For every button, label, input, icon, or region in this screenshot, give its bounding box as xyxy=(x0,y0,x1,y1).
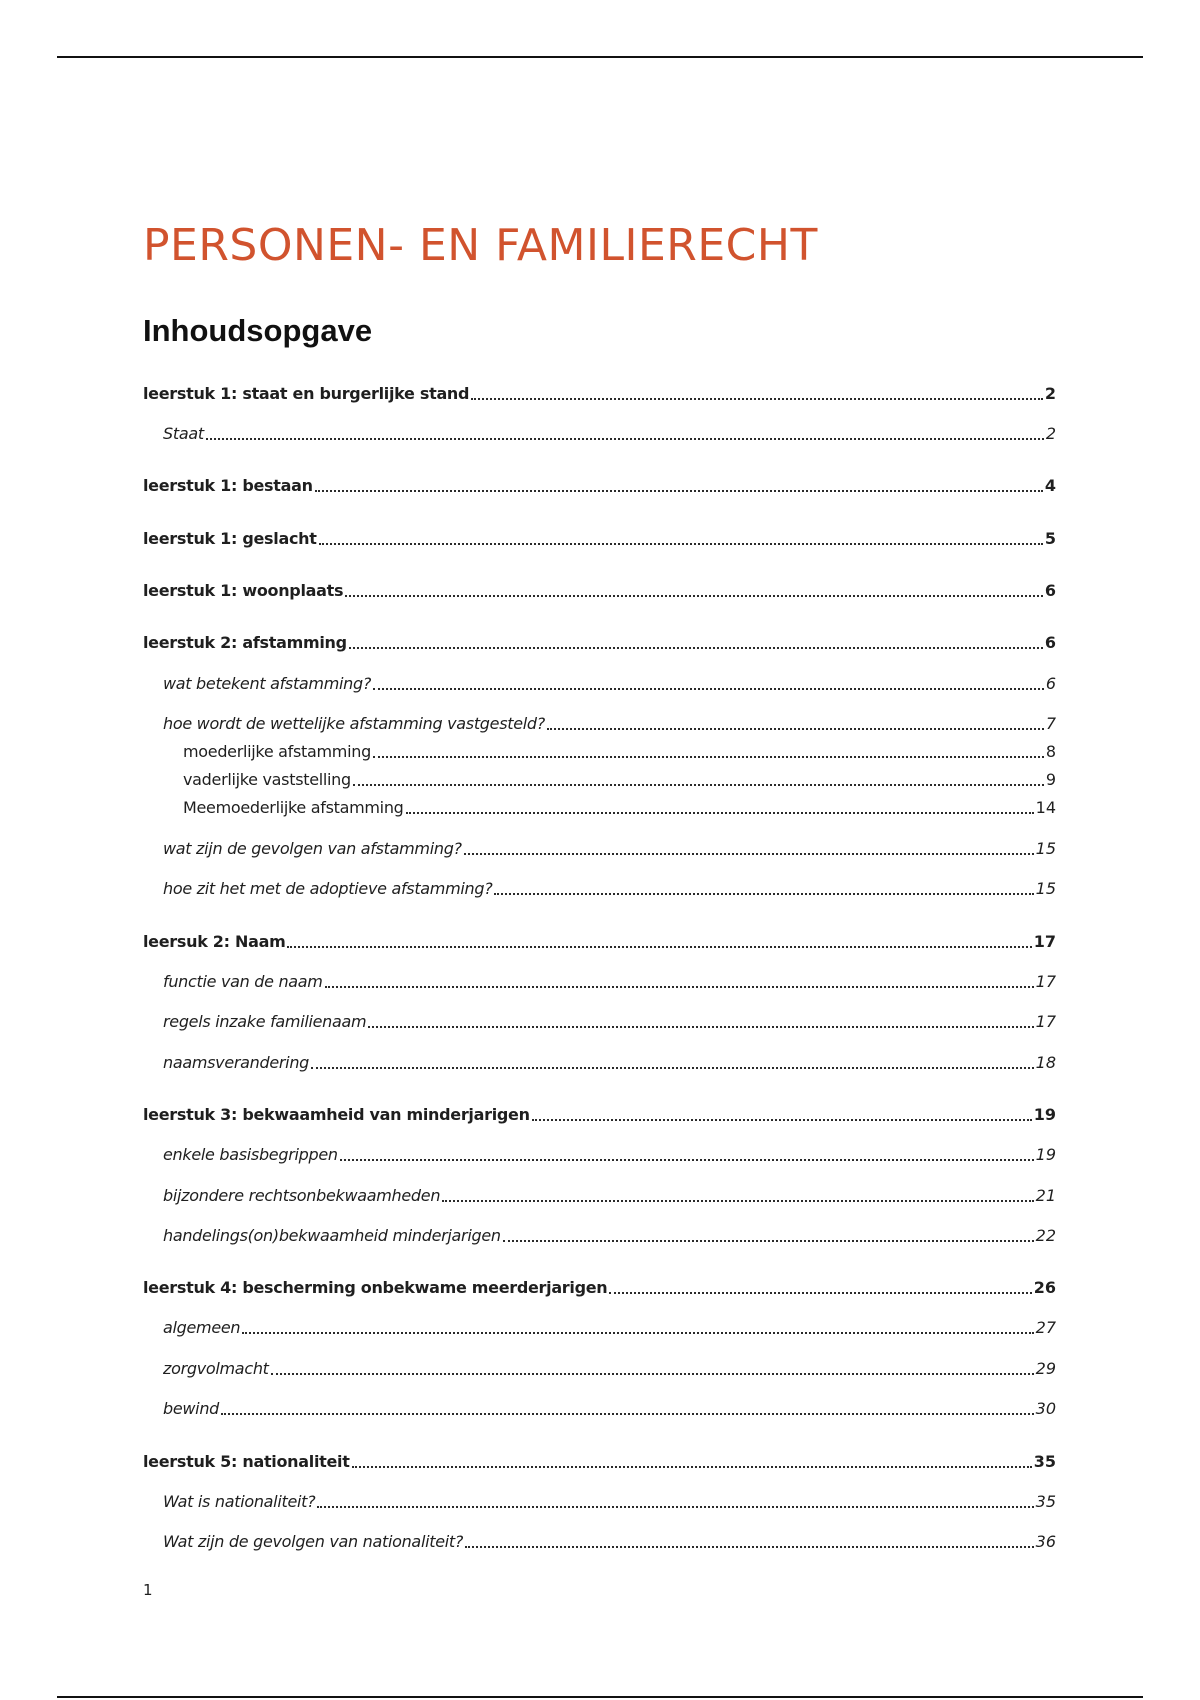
toc-entry-label: handelings(on)bekwaamheid minderjarigen xyxy=(163,1226,501,1245)
toc-leader xyxy=(319,543,1043,545)
toc-leader xyxy=(206,438,1044,440)
toc-entry-page: 26 xyxy=(1033,1278,1056,1297)
toc-entry-label: vaderlijke vaststelling xyxy=(183,770,351,789)
toc-entry-page: 35 xyxy=(1035,1492,1056,1511)
toc-leader xyxy=(609,1292,1031,1294)
toc-entry-label: regels inzake familienaam xyxy=(163,1012,367,1031)
toc-leader xyxy=(345,595,1043,597)
toc-entry-page: 14 xyxy=(1035,798,1056,817)
toc-entry-page: 2 xyxy=(1045,424,1056,443)
toc-leader xyxy=(317,1506,1033,1508)
toc-entry-page: 4 xyxy=(1044,476,1056,495)
toc-entry-page: 5 xyxy=(1044,529,1056,548)
toc-leader xyxy=(373,756,1044,758)
toc-entry[interactable] xyxy=(163,1398,1056,1420)
page-title: PERSONEN- EN FAMILIERECHT xyxy=(143,220,818,271)
toc-entry[interactable] xyxy=(163,878,1056,900)
toc-entry-label: hoe wordt de wettelijke afstamming vastgesteld? xyxy=(163,714,545,733)
toc-entry[interactable] xyxy=(183,741,1056,763)
toc-entry-page: 15 xyxy=(1035,839,1056,858)
toc-entry-label: leerstuk 2: afstamming xyxy=(143,633,347,652)
toc-leader xyxy=(471,398,1043,400)
toc-entry[interactable] xyxy=(163,1225,1056,1247)
toc-entry-page: 19 xyxy=(1033,1105,1056,1124)
toc-entry-label: functie van de naam xyxy=(163,972,323,991)
toc-leader xyxy=(494,893,1033,895)
toc-entry-label: hoe zit het met de adoptieve afstamming? xyxy=(163,879,493,898)
toc-entry-page: 29 xyxy=(1035,1359,1056,1378)
toc-entry[interactable] xyxy=(183,797,1056,819)
toc-entry-label: naamsverandering xyxy=(163,1053,310,1072)
toc-entry-page: 17 xyxy=(1035,972,1056,991)
toc-entry[interactable] xyxy=(143,383,1056,405)
toc-entry-label: leerstuk 3: bekwaamheid van minderjarigen xyxy=(143,1105,530,1124)
toc-entry[interactable] xyxy=(143,580,1056,602)
toc-leader xyxy=(442,1200,1033,1202)
toc-entry[interactable] xyxy=(163,1317,1056,1339)
toc-entry-label: wat betekent afstamming? xyxy=(163,674,372,693)
toc-entry-label: bijzondere rechtsonbekwaamheden xyxy=(163,1186,441,1205)
header-rule xyxy=(57,56,1143,58)
toc-entry-page: 22 xyxy=(1035,1226,1056,1245)
toc-leader xyxy=(353,784,1044,786)
toc-heading: Inhoudsopgave xyxy=(143,313,373,348)
toc-entry-label: leersuk 2: Naam xyxy=(143,932,286,951)
toc-entry-page: 9 xyxy=(1045,770,1056,789)
toc-entry[interactable] xyxy=(163,1531,1056,1553)
toc-leader xyxy=(503,1240,1034,1242)
toc-entry-page: 36 xyxy=(1035,1532,1056,1551)
toc-entry[interactable] xyxy=(143,1104,1056,1126)
footer-rule xyxy=(57,1696,1143,1698)
toc-entry-page: 17 xyxy=(1033,932,1056,951)
toc-leader xyxy=(221,1413,1034,1415)
toc-entry-page: 17 xyxy=(1035,1012,1056,1031)
toc-entry-label: Wat is nationaliteit? xyxy=(163,1492,316,1511)
toc-entry[interactable] xyxy=(163,673,1056,695)
toc-entry-label: leerstuk 1: staat en burgerlijke stand xyxy=(143,384,470,403)
toc-entry[interactable] xyxy=(163,838,1056,860)
toc-leader xyxy=(532,1119,1032,1121)
toc-entry-label: wat zijn de gevolgen van afstamming? xyxy=(163,839,462,858)
toc-leader xyxy=(287,946,1031,948)
toc-entry[interactable] xyxy=(163,1358,1056,1380)
toc-entry-label: bewind xyxy=(163,1399,220,1418)
toc-leader xyxy=(368,1026,1033,1028)
toc-entry-page: 2 xyxy=(1044,384,1056,403)
toc-entry-page: 15 xyxy=(1035,879,1056,898)
toc-entry-page: 6 xyxy=(1044,581,1056,600)
toc-entry[interactable] xyxy=(163,1011,1056,1033)
toc-entry[interactable] xyxy=(163,713,1056,735)
toc-entry-page: 6 xyxy=(1044,633,1056,652)
toc-entry[interactable] xyxy=(143,528,1056,550)
toc-leader xyxy=(349,647,1043,649)
toc-entry-label: algemeen xyxy=(163,1318,241,1337)
toc-entry-page: 18 xyxy=(1035,1053,1056,1072)
toc-entry-page: 8 xyxy=(1045,742,1056,761)
toc-leader xyxy=(311,1067,1034,1069)
toc-entry[interactable] xyxy=(143,475,1056,497)
toc-entry-page: 21 xyxy=(1035,1186,1056,1205)
toc-leader xyxy=(325,986,1034,988)
toc-entry[interactable] xyxy=(143,632,1056,654)
toc-leader xyxy=(352,1466,1032,1468)
toc-entry-label: leerstuk 1: bestaan xyxy=(143,476,313,495)
toc-entry-label: leerstuk 5: nationaliteit xyxy=(143,1452,350,1471)
toc-entry[interactable] xyxy=(163,1052,1056,1074)
toc-leader xyxy=(406,812,1034,814)
toc-entry[interactable] xyxy=(163,423,1056,445)
toc-entry-page: 7 xyxy=(1045,714,1056,733)
toc-entry-label: leerstuk 1: geslacht xyxy=(143,529,317,548)
toc-entry[interactable] xyxy=(163,1491,1056,1513)
toc-entry[interactable] xyxy=(163,971,1056,993)
toc-entry[interactable] xyxy=(163,1144,1056,1166)
toc-entry-page: 6 xyxy=(1045,674,1056,693)
toc-leader xyxy=(465,1546,1034,1548)
toc-entry-label: Staat xyxy=(163,424,204,443)
toc-entry-label: enkele basisbegrippen xyxy=(163,1145,338,1164)
toc-leader xyxy=(547,728,1044,730)
toc-entry[interactable] xyxy=(143,1451,1056,1473)
toc-entry[interactable] xyxy=(143,931,1056,953)
toc-leader xyxy=(340,1159,1034,1161)
toc-entry[interactable] xyxy=(183,769,1056,791)
toc-leader xyxy=(373,688,1044,690)
toc-entry-label: leerstuk 4: bescherming onbekwame meerderjarigen xyxy=(143,1278,608,1297)
toc-leader xyxy=(464,853,1034,855)
toc-entry[interactable] xyxy=(143,1277,1056,1299)
toc-entry-page: 30 xyxy=(1035,1399,1056,1418)
toc-entry-label: moederlijke afstamming xyxy=(183,742,371,761)
toc-entry-page: 27 xyxy=(1035,1318,1056,1337)
toc-entry-page: 19 xyxy=(1035,1145,1056,1164)
toc-entry-label: Wat zijn de gevolgen van nationaliteit? xyxy=(163,1532,464,1551)
toc-entry-page: 35 xyxy=(1033,1452,1056,1471)
toc-entry-label: zorgvolmacht xyxy=(163,1359,269,1378)
toc-leader xyxy=(271,1373,1034,1375)
toc-leader xyxy=(242,1332,1033,1334)
toc-entry[interactable] xyxy=(163,1185,1056,1207)
toc-entry-label: Meemoederlijke afstamming xyxy=(183,798,404,817)
toc-leader xyxy=(315,490,1043,492)
page-number: 1 xyxy=(143,1581,153,1599)
toc-entry-label: leerstuk 1: woonplaats xyxy=(143,581,344,600)
